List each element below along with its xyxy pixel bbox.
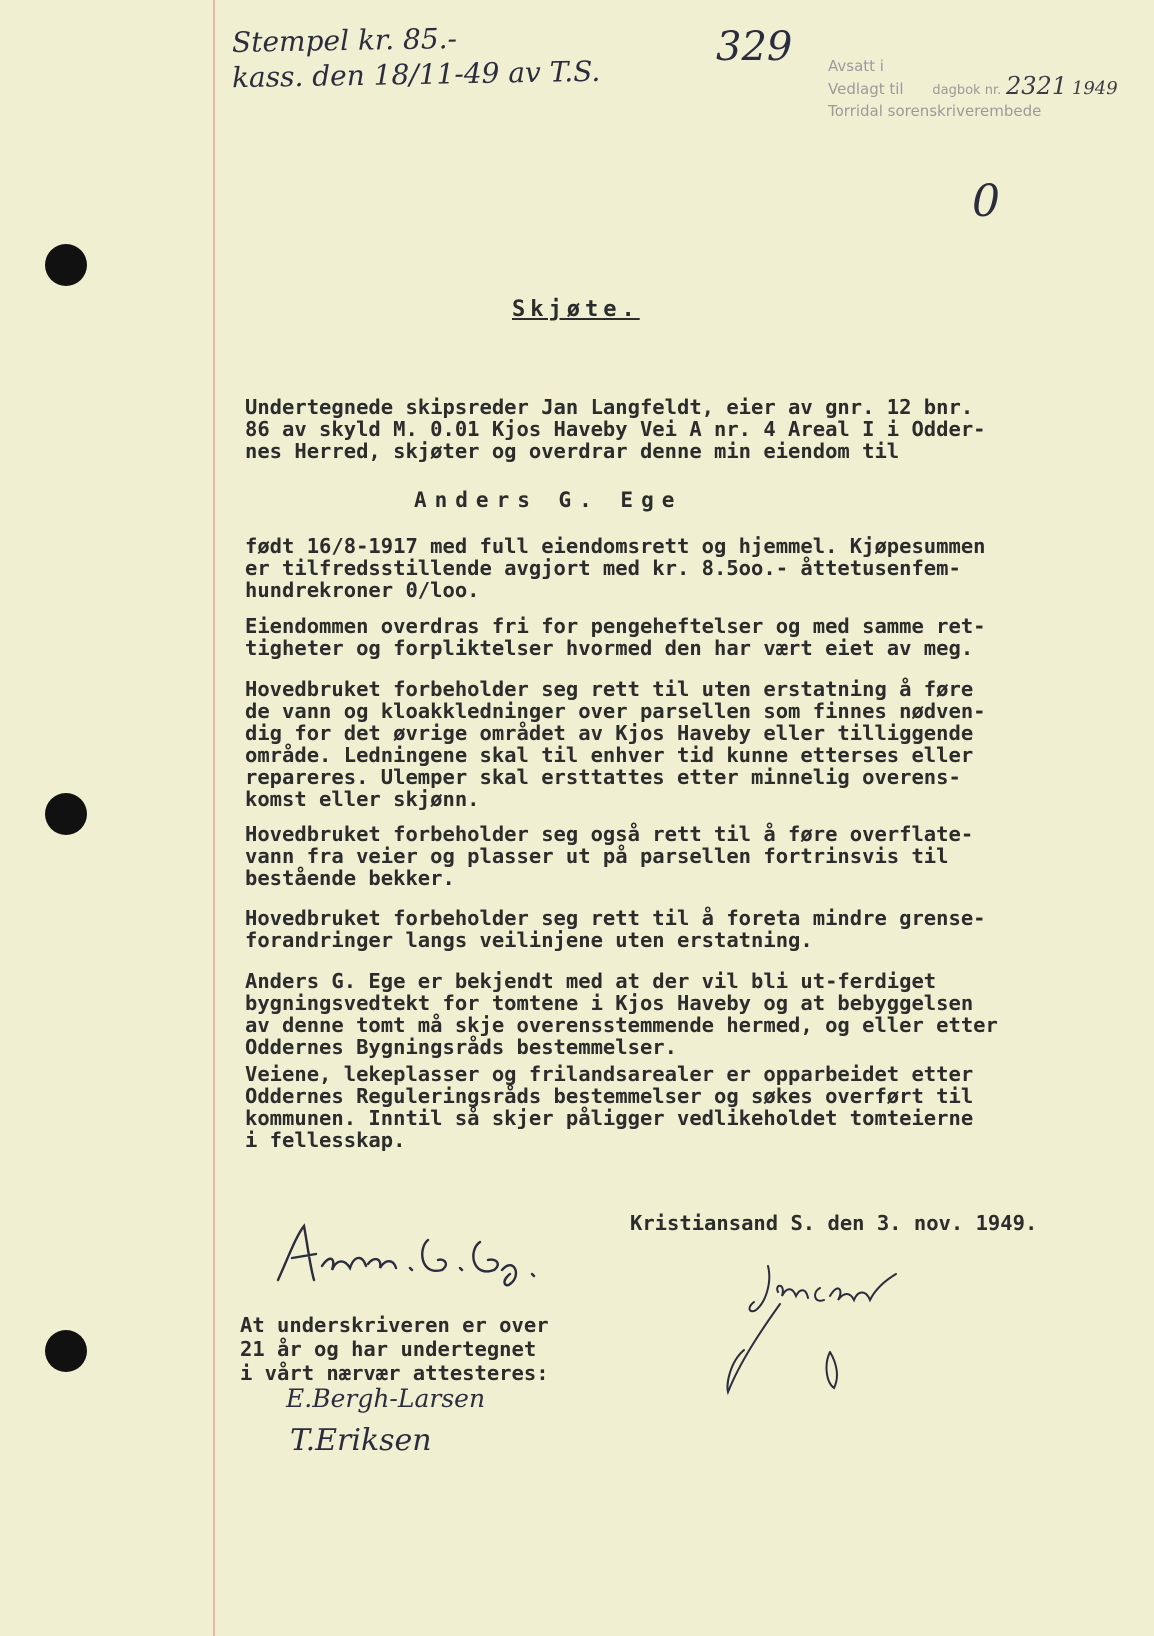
- stamp-number: 2321: [1006, 72, 1068, 100]
- handwritten-mark: 0: [972, 176, 1000, 227]
- stamp-line-1: Avsatt i: [828, 57, 884, 75]
- intro-paragraph: Undertegnede skipsreder Jan Langfeldt, eier av gnr. 12 bnr. 86 av skyld M. 0.01 Kjos Haveby Vei A nr. 4 Areal I i Odder- nes Herred, skjøter og overdrar denne min eiendom til: [245, 395, 986, 463]
- witness-signature-1: E.Bergh-Larsen: [286, 1384, 486, 1413]
- stamp-daybook-label: dagbok nr.: [932, 83, 1002, 98]
- buyer-name: Anders G. Ege: [414, 488, 683, 512]
- paragraph-building-code: Anders G. Ege er bekjendt med at der vil bli ut-ferdiget bygningsvedtekt for tomtene i Kjos Haveby og at bebyggelsen av denne tomt må skje overensstemmende hermed, og eller etter Oddernes Bygningsråds bestemmelser.: [245, 969, 998, 1059]
- handwritten-stamp-fee: Stempel kr. 85.-: [231, 22, 458, 59]
- place-and-date: Kristiansand S. den 3. nov. 1949.: [630, 1211, 1038, 1235]
- paragraph-roads: Veiene, lekeplasser og frilandsarealer er opparbeidet etter Oddernes Reguleringsråds bestemmelser og søkes overført til kommunen. Inntil så skjer påligger vedlikeholdet tomteierne i fellesskap.: [245, 1062, 974, 1152]
- paragraph-purchase: født 16/8-1917 med full eiendomsrett og hjemmel. Kjøpesummen er tilfredsstillende avgjort med kr. 8.5oo.- åttetusenfem- hundrekroner 0/loo.: [245, 534, 986, 602]
- buyer-signature: [270, 1218, 560, 1288]
- seller-signature-drawing: [720, 1252, 920, 1402]
- stamp-year: 1949: [1071, 78, 1118, 99]
- seller-signature: [720, 1252, 920, 1402]
- punch-hole-top: [45, 244, 87, 286]
- handwritten-cashier-note: kass. den 18/11-49 av T.S.: [231, 54, 601, 95]
- attestation-text: At underskriveren er over 21 år og har undertegnet i vårt nærvær attesteres:: [240, 1313, 549, 1385]
- stamp-line-2: Vedlagt til: [828, 80, 904, 98]
- document-title: Skjøte.: [512, 297, 640, 322]
- stamp-line-3: Torridal sorenskriverembede: [828, 102, 1042, 120]
- punch-hole-bottom: [45, 1330, 87, 1372]
- paragraph-boundary: Hovedbruket forbeholder seg rett til å foreta mindre grense- forandringer langs veilinjene uten erstatning.: [245, 906, 986, 952]
- margin-line: [213, 0, 215, 1636]
- page-number: 329: [716, 24, 793, 70]
- paragraph-surface-water: Hovedbruket forbeholder seg også rett til å føre overflate- vann fra veier og plasser ut på parsellen fortrinsvis til bestående bekker.: [245, 822, 974, 890]
- punch-hole-middle: [45, 793, 87, 835]
- buyer-signature-drawing: [270, 1218, 560, 1288]
- witness-signature-2: T.Eriksen: [290, 1423, 432, 1458]
- paragraph-encumbrances: Eiendommen overdras fri for pengeheftelser og med samme ret- tigheter og forpliktelser hvormed den har vært eiet av meg.: [245, 614, 986, 660]
- paragraph-drainage-rights: Hovedbruket forbeholder seg rett til uten erstatning å føre de vann og kloakkledninger over parsellen som finnes nødven- dig for det øvrige området av Kjos Haveby eller tilliggende område. Ledningene skal til enhver tid kunne etterses eller repareres. Ulemper skal ersttattes etter minnelig overens- komst eller skjønn.: [245, 677, 986, 811]
- registry-stamp: [828, 56, 1118, 121]
